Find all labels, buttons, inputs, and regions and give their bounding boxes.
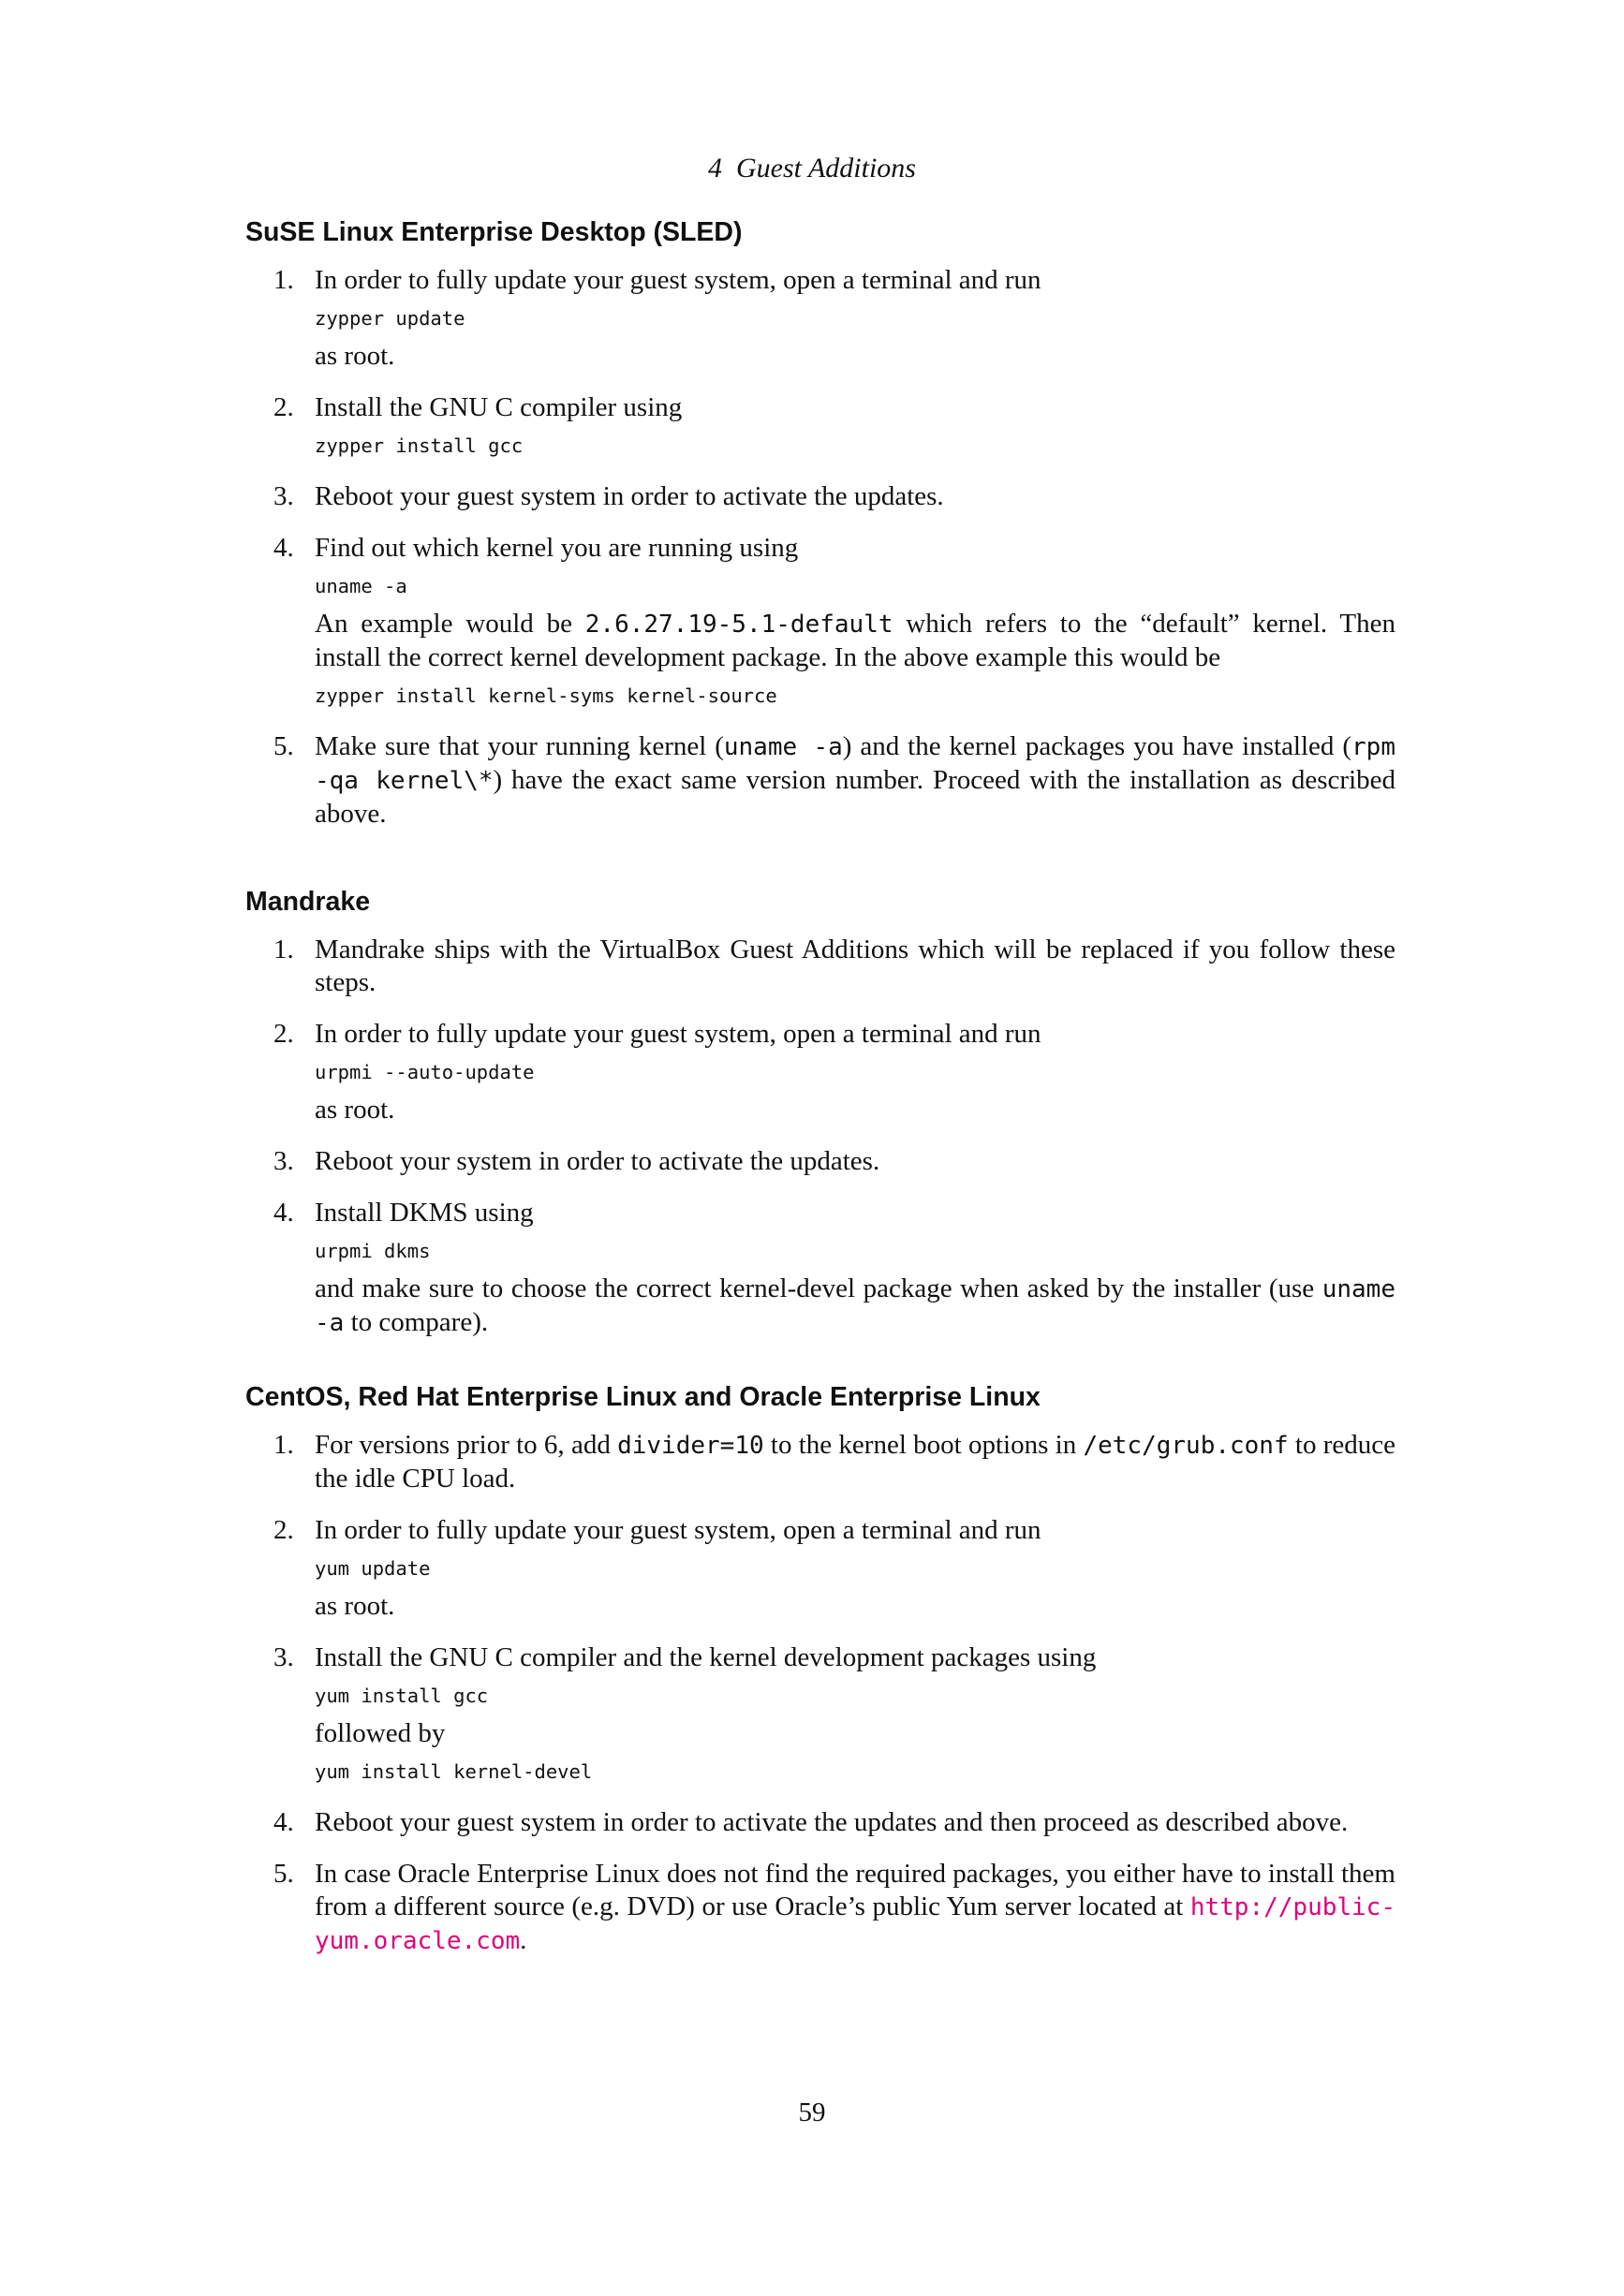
list-item [245,264,1395,373]
text-run: In case Oracle Enterprise Linux does not find the required packages, you either have to install them from a different source (e.g. DVD) or use Oracle’s public Yum server located at [315,1859,1395,1921]
step-number: 2. [273,392,294,422]
step-text: Install DKMS using [315,1198,534,1228]
step-text: In order to fully update your guest system, open a terminal and run [315,265,1041,295]
code-block: zypper update [315,307,465,330]
step-number: 3. [273,1146,294,1176]
step-text [315,1858,1395,1958]
inline-code: rpm -qa kernel\* [315,733,1395,795]
step-number: 4. [273,533,294,563]
step-text [315,730,1395,831]
text-run: ) and the kernel packages you have installed ( [842,731,1352,761]
list-item [245,1429,1395,1495]
step-number: 1. [273,1430,294,1460]
list-item [245,1197,1395,1340]
step-text [315,608,1395,674]
code-block: yum install kernel-devel [315,1760,593,1783]
step-text: as root. [315,1095,395,1125]
code-block: uname -a [315,575,407,597]
text-run: An example would be [315,609,585,639]
list-item [245,532,1395,712]
page-number: 59 [798,2097,826,2127]
list-item [245,1018,1395,1126]
oracle-yum-link[interactable]: http://public-yum.oracle.com [315,1893,1395,1955]
list-item [245,1514,1395,1623]
step-number: 2. [273,1019,294,1049]
step-number: 3. [273,1642,294,1672]
step-number: 2. [273,1515,294,1545]
inline-code: uname -a [723,733,843,761]
code-block: urpmi --auto-update [315,1061,535,1083]
mandrake-steps [245,934,1395,1359]
text-run: Make sure that your running kernel ( [315,731,724,761]
text-run: to compare). [344,1307,489,1337]
step-text: Install the GNU C compiler using [315,392,683,422]
step-text: Reboot your guest system in order to activate the updates and then proceed as described above. [315,1807,1349,1837]
inline-code: 2.6.27.19-5.1-default [584,611,893,639]
step-text: Find out which kernel you are running using [315,533,799,563]
step-number: 4. [273,1198,294,1228]
step-number: 4. [273,1807,294,1837]
code-block: yum update [315,1557,431,1580]
step-number: 1. [273,935,294,964]
step-text: In order to fully update your guest system, open a terminal and run [315,1019,1041,1049]
section-heading-sled: SuSE Linux Enterprise Desktop (SLED) [245,217,743,247]
step-text: followed by [315,1718,446,1748]
text-run: For versions prior to 6, add [315,1430,618,1460]
step-number: 3. [273,481,294,511]
sled-steps [245,264,1395,849]
list-item [245,1641,1395,1788]
list-item [245,1806,1395,1839]
step-text: Reboot your system in order to activate the updates. [315,1146,880,1176]
step-number: 5. [273,1859,294,1889]
code-block: zypper install kernel-syms kernel-source [315,684,777,707]
step-text [315,1273,1395,1340]
code-block: zypper install gcc [315,434,524,457]
text-run: and make sure to choose the correct kernel-devel package when asked by the installer (use [315,1273,1322,1303]
list-item [245,391,1395,462]
centos-steps [245,1429,1395,1977]
list-item [245,1858,1395,1958]
step-number: 1. [273,265,294,295]
list-item [245,934,1395,999]
list-item [245,480,1395,513]
list-item [245,730,1395,831]
code-block: yum install gcc [315,1685,489,1707]
text-run: to the kernel boot options in [763,1430,1084,1460]
inline-code: /etc/grub.conf [1083,1432,1289,1460]
code-block: urpmi dkms [315,1240,431,1262]
inline-code: divider=10 [617,1432,764,1460]
section-heading-centos: CentOS, Red Hat Enterprise Linux and Oracle Enterprise Linux [245,1382,1041,1412]
step-text: Reboot your guest system in order to activate the updates. [315,481,944,511]
step-number: 5. [273,731,294,761]
step-text: Install the GNU C compiler and the kernel development packages using [315,1642,1097,1672]
running-header: 4 Guest Additions [708,153,916,184]
step-text: as root. [315,1591,395,1621]
text-run: which refers to the “default” kernel. Then install the correct kernel development package. In the above example this would be [315,609,1396,672]
section-heading-mandrake: Mandrake [245,887,371,917]
text-run: . [520,1925,527,1955]
list-item [245,1145,1395,1178]
step-text: Mandrake ships with the VirtualBox Guest Additions which will be replaced if you follow these steps. [315,935,1395,997]
text-run: to reduce the idle CPU load. [315,1430,1395,1494]
inline-code: uname -a [315,1275,1395,1337]
step-text [315,1429,1395,1495]
step-text: In order to fully update your guest system, open a terminal and run [315,1515,1041,1545]
text-run: ) have the exact same version number. Proceed with the installation as described above. [315,765,1395,829]
step-text: as root. [315,341,395,371]
